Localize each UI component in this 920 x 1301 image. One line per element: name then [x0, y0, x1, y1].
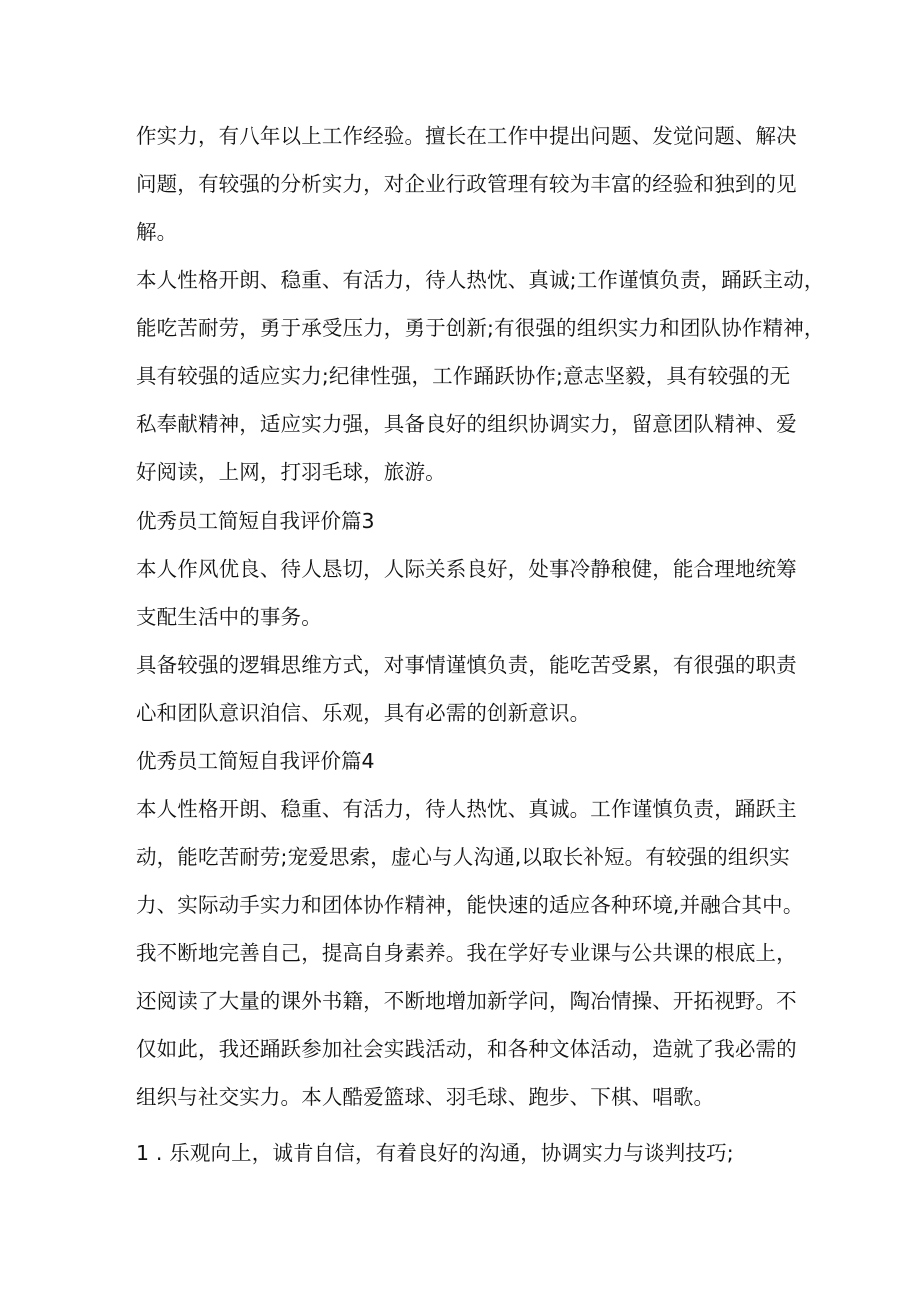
paragraph-line: 具有较强的适应实力;纪律性强，工作踊跃协作;意志坚毅，具有较强的无: [136, 364, 791, 388]
paragraph-line: 还阅读了大量的课外书籍，不断地增加新学问，陶冶情操、开拓视野。不: [136, 989, 797, 1013]
paragraph-line: 具备较强的逻辑思维方式，对事情谨慎负责，能吃苦受累，有很强的职责: [136, 653, 797, 677]
list-item: 1 . 乐观向上，诚肯自信，有着良好的沟通，协调实力与谈判技巧;: [136, 1141, 734, 1165]
paragraph-line: 问题，有较强的分析实力，对企业行政管理有较为丰富的经验和独到的见: [136, 172, 797, 196]
section-heading: 优秀员工简短自我评价篇4: [136, 749, 375, 773]
paragraph-line: 我不断地完善自己，提高自身素养。我在学好专业课与公共课的根底上，: [136, 941, 797, 965]
paragraph-line: 动，能吃苦耐劳;宠爱思索，虚心与人沟通,以取长补短。有较强的组织实: [136, 845, 790, 869]
paragraph-line: 仅如此，我还踊跃参加社会实践活动，和各种文体活动，造就了我必需的: [136, 1037, 797, 1061]
paragraph-line: 解。: [136, 220, 178, 244]
paragraph-line: 支配生活中的事务。: [136, 605, 322, 629]
paragraph-line: 作实力，有八年以上工作经验。擅长在工作中提出问题、发觉问题、解决: [136, 124, 797, 148]
paragraph-line: 力、实际动手实力和团体协作精神，能快速的适应各种环境,并融合其中。: [136, 893, 804, 917]
paragraph-line: 本人性格开朗、稳重、有活力，待人热忱、真诚。工作谨慎负责，踊跃主: [136, 797, 797, 821]
paragraph-line: 本人性格开朗、稳重、有活力，待人热忱、真诚;工作谨慎负责，踊跃主动，: [136, 268, 825, 292]
paragraph-line: 能吃苦耐劳，勇于承受压力，勇于创新;有很强的组织实力和团队协作精神，: [136, 316, 825, 340]
paragraph-line: 组织与社交实力。本人酷爱篮球、羽毛球、跑步、下棋、唱歌。: [136, 1085, 715, 1109]
paragraph-line: 心和团队意识洎信、乐观，具有必需的创新意识。: [136, 701, 591, 725]
paragraph-line: 本人作风优良、待人恳切，人际关系良好，处事冷静稂健，能合理地统筹: [136, 557, 797, 581]
paragraph-line: 私奉献精神，适应实力强，具备良好的组织协调实力，留意团队精神、爱: [136, 412, 797, 436]
paragraph-line: 好阅读，上网，打羽毛球，旅游。: [136, 460, 446, 484]
section-heading: 优秀员工简短自我评价篇3: [136, 509, 375, 533]
